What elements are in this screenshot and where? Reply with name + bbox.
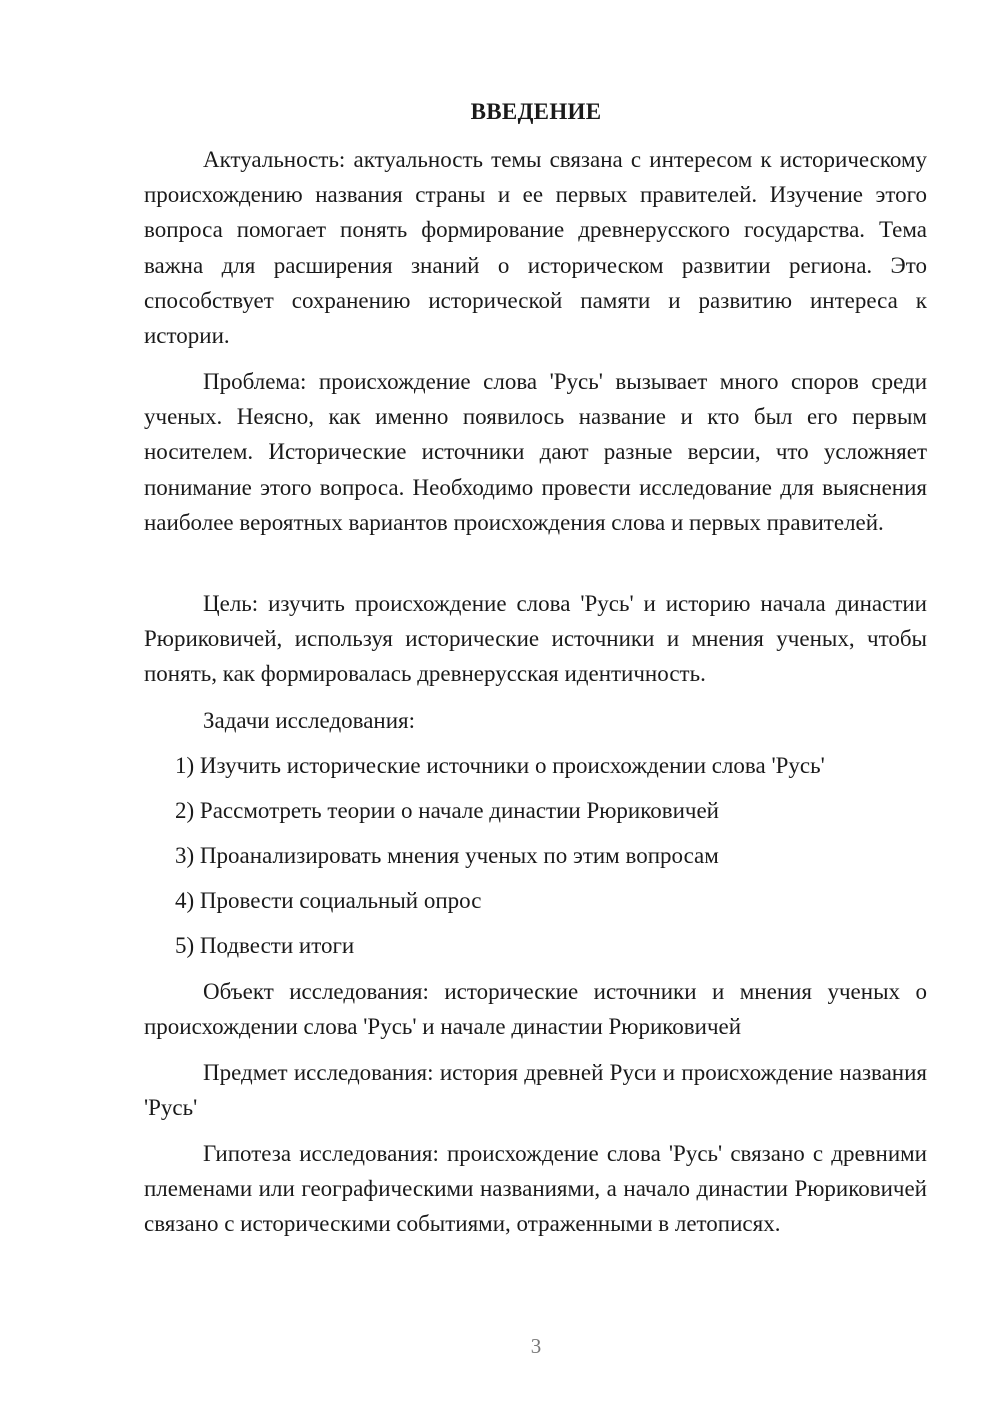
paragraph-problem: Проблема: происхождение слова 'Русь' вызывает много споров среди ученых. Неясно, как именно появилось название и кто был его первым носителем. Исторические источники дают разные версии, что усложняет понимание этого вопроса. Необходимо провести исследование для выяснения наиболее вероятных вариантов происхождения слова и первых правителей. bbox=[144, 369, 927, 535]
paragraph-object: Объект исследования: исторические источники и мнения ученых о происхождении слова 'Русь' и начале династии Рюриковичей bbox=[144, 979, 927, 1040]
task-list-item: 2) Рассмотреть теории о начале династии Рюриковичей bbox=[175, 798, 719, 823]
paragraph-relevance: Актуальность: актуальность темы связана с интересом к историческому происхождению названия страны и ее первых правителей. Изучение этого вопроса помогает понять формирование древнерусского государства. Тема важна для расширения знаний о историческом развитии региона. Это способствует сохранению исторической памяти и развитию интереса к истории. bbox=[144, 147, 927, 349]
task-list-item: 5) Подвести итоги bbox=[175, 933, 355, 958]
paragraph-hypothesis: Гипотеза исследования: происхождение слова 'Русь' связано с древними племенами или географическими названиями, а начало династии Рюриковичей связано с историческими событиями, отраженными в летописях. bbox=[144, 1141, 927, 1237]
page-number: 3 bbox=[530, 1334, 542, 1358]
task-list-item: 3) Проанализировать мнения ученых по этим вопросам bbox=[175, 843, 719, 868]
task-list-item: 1) Изучить исторические источники о происхождении слова 'Русь' bbox=[175, 753, 825, 778]
paragraph-tasks-heading: Задачи исследования: bbox=[203, 708, 416, 733]
paragraph-subject: Предмет исследования: история древней Руси и происхождение названия 'Русь' bbox=[144, 1060, 927, 1121]
task-list-item: 4) Провести социальный опрос bbox=[175, 888, 482, 913]
page-title: ВВЕДЕНИЕ bbox=[470, 99, 602, 124]
paragraph-goal: Цель: изучить происхождение слова 'Русь' и историю начала династии Рюриковичей, используя исторические источники и мнения ученых, чтобы понять, как формировалась древнерусская идентичность. bbox=[144, 591, 927, 687]
